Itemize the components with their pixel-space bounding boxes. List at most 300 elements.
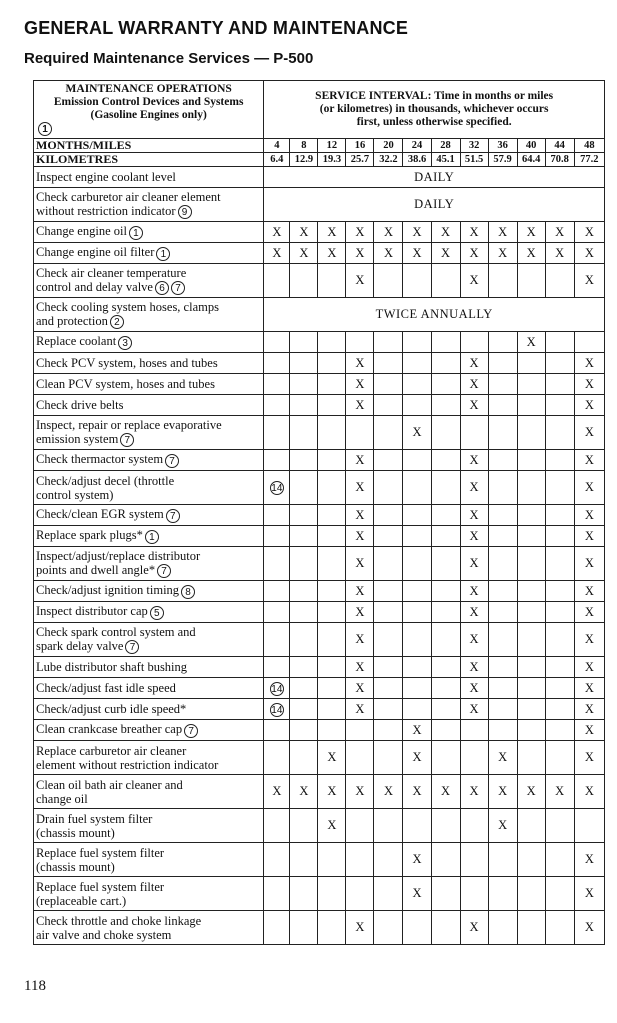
kilometres-cell: 38.6	[403, 153, 431, 167]
interval-mark-cell	[318, 353, 346, 374]
kilometres-cell: 64.4	[517, 153, 545, 167]
interval-mark-cell	[346, 332, 374, 353]
operation-text	[36, 398, 261, 412]
interval-mark-cell	[264, 581, 290, 602]
note-number-icon: 14	[271, 704, 283, 716]
interval-mark-cell	[318, 505, 346, 526]
interval-mark-cell: X	[346, 243, 374, 264]
months-label: MONTHS/MILES	[34, 139, 264, 153]
interval-mark-cell: X	[574, 471, 604, 505]
interval-mark-cell: X	[318, 222, 346, 243]
table-row	[34, 720, 605, 741]
table-row	[34, 657, 605, 678]
interval-mark-cell	[318, 332, 346, 353]
interval-mark-cell	[460, 332, 488, 353]
interval-mark-cell: X	[488, 809, 517, 843]
table-row	[34, 188, 605, 222]
interval-mark-cell: X	[460, 911, 488, 945]
interval-mark-cell	[374, 699, 403, 720]
interval-mark-cell	[488, 657, 517, 678]
interval-mark-cell: X	[346, 222, 374, 243]
interval-mark-cell	[460, 720, 488, 741]
interval-mark-cell	[290, 809, 318, 843]
kilometres-cell: 6.4	[264, 153, 290, 167]
operation-cell	[34, 581, 264, 602]
interval-mark-cell	[290, 843, 318, 877]
table-row	[34, 699, 605, 720]
interval-mark-cell: X	[374, 775, 403, 809]
interval-mark-cell: X	[574, 720, 604, 741]
interval-mark-cell	[264, 526, 290, 547]
operation-cell	[34, 678, 264, 699]
interval-mark-cell: X	[460, 505, 488, 526]
interval-mark-cell	[290, 911, 318, 945]
interval-mark-cell	[403, 699, 431, 720]
interval-mark-cell	[517, 623, 545, 657]
interval-mark-cell: X	[346, 526, 374, 547]
interval-mark-cell: X	[545, 222, 574, 243]
interval-mark-cell	[431, 353, 460, 374]
interval-mark-cell	[488, 471, 517, 505]
interval-mark-cell	[517, 450, 545, 471]
operation-text	[36, 702, 261, 716]
interval-mark-cell: X	[403, 843, 431, 877]
interval-mark-cell	[318, 623, 346, 657]
operation-cell	[34, 188, 264, 222]
operation-cell	[34, 699, 264, 720]
interval-mark-cell: X	[403, 877, 431, 911]
interval-mark-cell	[431, 416, 460, 450]
interval-mark-cell	[488, 264, 517, 298]
interval-mark-cell: X	[346, 395, 374, 416]
interval-span-cell: DAILY	[264, 188, 605, 222]
interval-mark-cell	[374, 741, 403, 775]
interval-mark-cell	[290, 374, 318, 395]
interval-mark-cell	[403, 353, 431, 374]
note-number-icon: 14	[271, 483, 283, 495]
operation-text	[36, 625, 261, 639]
months-cell: 8	[290, 139, 318, 153]
interval-mark-cell	[264, 395, 290, 416]
interval-mark-cell: X	[488, 741, 517, 775]
interval-mark-cell	[264, 623, 290, 657]
interval-mark-cell: X	[346, 678, 374, 699]
table-row	[34, 775, 605, 809]
interval-mark-cell: X	[431, 775, 460, 809]
operation-text	[36, 860, 261, 874]
operation-cell	[34, 374, 264, 395]
note-number-icon: 2	[110, 315, 124, 329]
table-row	[34, 264, 605, 298]
interval-mark-cell: X	[460, 775, 488, 809]
interval-mark-cell	[431, 332, 460, 353]
interval-mark-cell: X	[574, 657, 604, 678]
interval-mark-cell	[264, 741, 290, 775]
interval-mark-cell	[488, 699, 517, 720]
interval-mark-cell	[488, 602, 517, 623]
operation-cell	[34, 450, 264, 471]
interval-mark-cell: X	[460, 602, 488, 623]
interval-mark-cell	[318, 395, 346, 416]
interval-mark-cell: X	[346, 374, 374, 395]
operation-text-content: Check air cleaner temperature	[36, 265, 187, 280]
operation-text	[36, 744, 261, 758]
note-number-icon: 7	[184, 724, 198, 738]
operation-text-content: Check throttle and choke linkage	[36, 913, 202, 928]
interval-mark-cell	[264, 416, 290, 450]
interval-mark-cell: X	[403, 775, 431, 809]
interval-mark-cell	[517, 374, 545, 395]
interval-mark-cell: X	[574, 353, 604, 374]
interval-mark-cell: X	[290, 222, 318, 243]
interval-mark-cell	[290, 678, 318, 699]
interval-mark-cell: X	[431, 222, 460, 243]
interval-mark-cell	[346, 416, 374, 450]
operation-text-content: Check cooling system hoses, clamps	[36, 299, 219, 314]
interval-mark-cell	[264, 547, 290, 581]
interval-mark-cell: X	[346, 264, 374, 298]
operation-text-content: Check drive belts	[36, 398, 124, 412]
interval-mark-cell	[374, 450, 403, 471]
interval-mark-cell	[488, 374, 517, 395]
interval-mark-cell: X	[403, 222, 431, 243]
kilometres-cell: 19.3	[318, 153, 346, 167]
note-number-icon: 3	[118, 336, 132, 350]
operation-text	[36, 280, 261, 295]
interval-mark-cell	[374, 678, 403, 699]
table-row	[34, 809, 605, 843]
operation-text-content: and protection	[36, 313, 108, 328]
interval-mark-cell	[318, 526, 346, 547]
interval-mark-cell	[545, 264, 574, 298]
interval-header-line: (or kilometres) in thousands, whichever occurs	[319, 103, 549, 115]
kilometres-cell: 12.9	[290, 153, 318, 167]
interval-mark-cell	[290, 581, 318, 602]
table-row	[34, 581, 605, 602]
operations-header	[34, 81, 264, 139]
interval-mark-cell	[488, 623, 517, 657]
interval-mark-cell: X	[460, 374, 488, 395]
interval-mark-cell	[517, 353, 545, 374]
interval-mark-cell	[264, 374, 290, 395]
interval-mark-cell: X	[318, 243, 346, 264]
interval-mark-cell	[318, 450, 346, 471]
interval-mark-cell	[374, 843, 403, 877]
interval-mark-cell	[574, 809, 604, 843]
interval-mark-cell: X	[574, 264, 604, 298]
operation-text	[36, 314, 261, 329]
interval-mark-cell	[431, 741, 460, 775]
interval-mark-cell	[318, 911, 346, 945]
table-row	[34, 332, 605, 353]
interval-mark-cell: X	[346, 699, 374, 720]
interval-mark-cell	[264, 877, 290, 911]
interval-mark-cell	[488, 332, 517, 353]
interval-mark-cell	[545, 547, 574, 581]
interval-mark-cell	[545, 471, 574, 505]
interval-mark-cell	[264, 450, 290, 471]
interval-mark-cell	[403, 602, 431, 623]
interval-mark-cell	[374, 395, 403, 416]
interval-mark-cell	[545, 678, 574, 699]
operation-cell	[34, 222, 264, 243]
table-row	[34, 843, 605, 877]
interval-mark-cell	[545, 332, 574, 353]
interval-mark-cell: X	[403, 720, 431, 741]
table-row	[34, 374, 605, 395]
interval-mark-cell	[431, 843, 460, 877]
interval-mark-cell	[488, 678, 517, 699]
interval-mark-cell	[517, 505, 545, 526]
interval-mark-cell	[517, 602, 545, 623]
interval-mark-cell	[517, 471, 545, 505]
operation-text-content: Check spark control system and	[36, 624, 196, 639]
note-number-icon: 7	[165, 454, 179, 468]
operation-text-content: Check/adjust ignition timing	[36, 583, 180, 598]
kilometres-cell: 51.5	[460, 153, 488, 167]
table-row	[34, 416, 605, 450]
interval-mark-cell	[488, 547, 517, 581]
interval-mark-cell: X	[545, 243, 574, 264]
operation-cell	[34, 602, 264, 623]
table-row	[34, 741, 605, 775]
interval-mark-cell: X	[290, 775, 318, 809]
interval-mark-cell: X	[517, 332, 545, 353]
interval-mark-cell: X	[574, 602, 604, 623]
note-number-icon: 7	[166, 509, 180, 523]
interval-mark-cell	[431, 678, 460, 699]
interval-mark-cell: X	[574, 547, 604, 581]
operation-cell	[34, 720, 264, 741]
interval-mark-cell: X	[346, 471, 374, 505]
interval-mark-cell	[264, 720, 290, 741]
interval-mark-cell	[318, 720, 346, 741]
operation-text-content: Check thermactor system	[36, 452, 164, 467]
operation-text-content: Replace carburetor air cleaner	[36, 743, 187, 758]
operation-text	[36, 418, 261, 432]
operation-text	[36, 778, 261, 792]
kilometres-cell: 70.8	[545, 153, 574, 167]
interval-mark-cell	[403, 526, 431, 547]
kilometres-cell: 57.9	[488, 153, 517, 167]
note-number-icon: 7	[171, 281, 185, 295]
interval-mark-cell	[290, 332, 318, 353]
note-number-icon: 1	[145, 530, 159, 544]
interval-mark-cell	[374, 547, 403, 581]
interval-mark-cell	[431, 505, 460, 526]
table-row	[34, 243, 605, 264]
interval-mark-cell	[574, 332, 604, 353]
interval-mark-cell: X	[574, 911, 604, 945]
interval-mark-cell: X	[403, 416, 431, 450]
interval-mark-cell: X	[460, 450, 488, 471]
table-row	[34, 353, 605, 374]
interval-mark-cell: X	[346, 911, 374, 945]
table-row	[34, 505, 605, 526]
operation-text	[36, 300, 261, 314]
interval-mark-cell: X	[403, 243, 431, 264]
interval-mark-cell	[517, 877, 545, 911]
operation-text	[36, 190, 261, 204]
interval-mark-cell: X	[460, 243, 488, 264]
operation-text-content: Replace fuel system filter	[36, 845, 165, 860]
interval-mark-cell	[488, 395, 517, 416]
interval-mark-cell: X	[460, 699, 488, 720]
interval-mark-cell	[545, 877, 574, 911]
operation-text	[36, 432, 261, 447]
interval-mark-cell	[264, 602, 290, 623]
operation-cell	[34, 877, 264, 911]
interval-mark-cell: X	[574, 623, 604, 657]
interval-mark-cell	[403, 678, 431, 699]
operation-text	[36, 914, 261, 928]
interval-mark-cell	[264, 699, 290, 720]
interval-mark-cell	[517, 843, 545, 877]
months-cell: 20	[374, 139, 403, 153]
interval-mark-cell	[545, 843, 574, 877]
operation-text-content: Inspect distributor cap	[36, 604, 148, 619]
interval-mark-cell	[403, 332, 431, 353]
interval-mark-cell	[264, 332, 290, 353]
operation-cell	[34, 353, 264, 374]
interval-span-cell: DAILY	[264, 167, 605, 188]
months-row	[34, 139, 605, 153]
operation-cell	[34, 657, 264, 678]
operation-text	[36, 528, 261, 543]
interval-mark-cell	[374, 623, 403, 657]
operation-text-content: Check/clean EGR system	[36, 507, 164, 522]
operation-text-content: (chassis mount)	[36, 825, 115, 840]
interval-span-cell: TWICE ANNUALLY	[264, 298, 605, 332]
months-cell: 48	[574, 139, 604, 153]
operations-header-line	[36, 109, 261, 136]
interval-mark-cell: X	[374, 222, 403, 243]
interval-mark-cell	[517, 678, 545, 699]
interval-mark-cell: X	[290, 243, 318, 264]
note-number-icon: 1	[38, 122, 52, 136]
interval-mark-cell	[403, 911, 431, 945]
note-number-icon: 8	[181, 585, 195, 599]
interval-mark-cell	[318, 471, 346, 505]
interval-mark-cell	[460, 416, 488, 450]
interval-mark-cell: X	[318, 809, 346, 843]
interval-header-line: SERVICE INTERVAL: Time in months or miles	[315, 90, 554, 102]
interval-mark-cell	[403, 809, 431, 843]
table-row	[34, 167, 605, 188]
interval-mark-cell	[346, 720, 374, 741]
operation-text	[36, 792, 261, 806]
table-row	[34, 222, 605, 243]
operation-text	[36, 204, 261, 219]
interval-mark-cell: X	[574, 450, 604, 471]
interval-mark-cell: X	[264, 222, 290, 243]
interval-mark-cell	[290, 450, 318, 471]
note-number-icon: 9	[178, 205, 192, 219]
months-cell: 28	[431, 139, 460, 153]
interval-mark-cell	[403, 505, 431, 526]
interval-mark-cell: X	[574, 678, 604, 699]
interval-mark-cell	[346, 741, 374, 775]
operation-text-content: spark delay valve	[36, 638, 124, 653]
interval-mark-cell	[488, 416, 517, 450]
interval-mark-cell	[290, 353, 318, 374]
interval-mark-cell: X	[346, 602, 374, 623]
note-number-icon: 14	[271, 683, 283, 695]
operation-text	[36, 224, 261, 239]
interval-mark-cell: X	[460, 581, 488, 602]
operation-cell	[34, 264, 264, 298]
interval-mark-cell	[488, 720, 517, 741]
operation-text-content: Check carburetor air cleaner element	[36, 189, 221, 204]
interval-mark-cell: X	[574, 581, 604, 602]
operation-cell	[34, 623, 264, 657]
interval-mark-cell	[318, 264, 346, 298]
interval-mark-cell: X	[460, 222, 488, 243]
months-cell: 36	[488, 139, 517, 153]
table-row	[34, 911, 605, 945]
operation-text	[36, 826, 261, 840]
interval-mark-cell	[290, 505, 318, 526]
note-number-icon: 7	[157, 564, 171, 578]
operation-text	[36, 846, 261, 860]
interval-mark-cell	[374, 877, 403, 911]
operation-text-content: control system)	[36, 487, 114, 502]
months-cell: 12	[318, 139, 346, 153]
table-row	[34, 877, 605, 911]
interval-mark-cell: X	[574, 843, 604, 877]
operation-text-content: without restriction indicator	[36, 203, 176, 218]
operation-text	[36, 170, 261, 184]
interval-mark-cell	[431, 877, 460, 911]
interval-mark-cell: X	[460, 353, 488, 374]
interval-mark-cell	[290, 623, 318, 657]
interval-mark-cell	[431, 581, 460, 602]
months-cell: 32	[460, 139, 488, 153]
operation-cell	[34, 775, 264, 809]
interval-mark-cell	[290, 264, 318, 298]
operation-cell	[34, 416, 264, 450]
interval-mark-cell	[488, 877, 517, 911]
interval-mark-cell: X	[574, 243, 604, 264]
operation-text-content: element without restriction indicator	[36, 757, 219, 772]
interval-mark-cell	[460, 809, 488, 843]
header-row	[34, 81, 605, 139]
interval-mark-cell	[403, 264, 431, 298]
interval-mark-cell: X	[545, 775, 574, 809]
interval-mark-cell	[545, 353, 574, 374]
interval-mark-cell	[290, 720, 318, 741]
interval-mark-cell	[517, 416, 545, 450]
table-row	[34, 298, 605, 332]
interval-header	[264, 81, 605, 139]
interval-mark-cell: X	[574, 395, 604, 416]
operation-text-content: (replaceable cart.)	[36, 893, 127, 908]
interval-mark-cell	[264, 264, 290, 298]
interval-mark-cell	[290, 395, 318, 416]
interval-mark-cell	[290, 877, 318, 911]
interval-mark-cell	[374, 332, 403, 353]
interval-mark-cell	[290, 602, 318, 623]
months-cell: 44	[545, 139, 574, 153]
interval-mark-cell	[264, 809, 290, 843]
interval-mark-cell: X	[574, 526, 604, 547]
interval-mark-cell	[517, 809, 545, 843]
interval-mark-cell: X	[488, 222, 517, 243]
interval-mark-cell	[374, 911, 403, 945]
note-number-icon: 6	[155, 281, 169, 295]
interval-mark-cell: X	[488, 775, 517, 809]
note-number-icon: 7	[120, 433, 134, 447]
